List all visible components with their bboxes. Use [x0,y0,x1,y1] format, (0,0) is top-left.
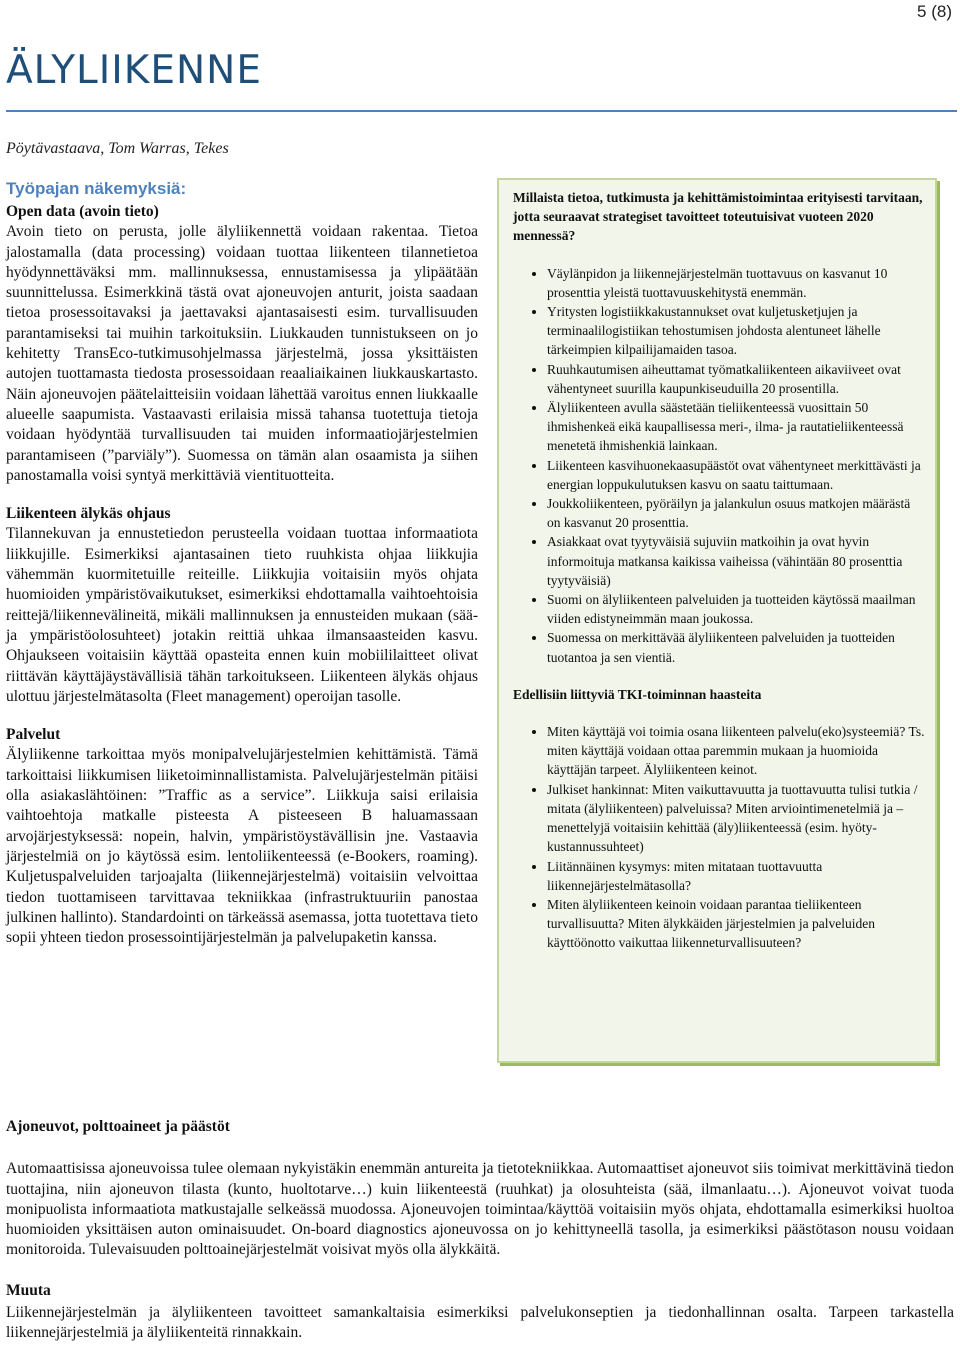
other-heading: Muuta [6,1281,51,1299]
list-item: • Yritysten logistiikkakustannukset ovat kuljetusketjujen ja terminaalilogistiikan tehostumisen johdosta alentuneet lähelle tärkeimpien kilpailijamaiden tasoa. [547,302,925,360]
list-item: • Miten älyliikenteen keinoin voidaan parantaa tieliikenteen turvallisuutta? Miten älykkäiden järjestelmien ja palveluiden käyttöönotto vaikuttaa liikenneturvallisuuteen? [547,895,925,953]
workshop-heading: Työpajan näkemyksiä: [6,179,187,198]
challenges-heading: Edellisiin liittyviä TKI-toiminnan haasteita [513,686,762,702]
services-text: Älyliikenne tarkoittaa myös monipalvelujärjestelmien kehittämistä. Tämä tarkoittaisi liikkumisen liiketoiminnallistamista. Palvelujärjestelmän pitäisi olla asiakaslähtöinen: ”Traffic as a service”. Liikkuja saisi erilaisia vaihtoehtoja matkalle pisteesta A pisteeseen B haluamassaan arvojärjestyksessä: nopein, halvin, ympäristöystävällisin jne. Vastaavia järjestelmiä on jo käytössä esim. lentoliikenteessä (e-Bookers, roaming). Kuljetuspalveluiden tarjoajalta (liikennejärjestelmä) voitaisiin velvoittaa tiedon tuottamiseen tarvittavaa tekniikkaa (infrastruktuuriin panostaa julkinen hallinto). Standardointi on tärkeässä asemassa, jotta tuotettava tieto sopii yhteen tiedon prosessointijärjestelmän ja palvelupaketin kanssa. [6,746,478,947]
list-item: • Liitännäinen kysymys: miten mitataan tuottavuutta liikennejärjestelmätasolla? [547,857,925,895]
challenges-list [513,722,925,952]
list-item: • Ruuhkautumisen aiheuttamat työmatkaliikenteen aikaviiveet ovat vähentyneet suurilla kaupunkiseuduilla 20 prosentilla. [547,360,925,398]
list-item: • Joukkoliikenteen, pyöräilyn ja jalankulun osuus matkojen määrästä on kasvanut 20 prosenttia. [547,494,925,532]
list-item: • Asiakkaat ovat tyytyväisiä sujuviin matkoihin ja ovat hyvin informoituja matkansa kaikissa vaiheissa (vähintään 80 prosenttia tyytyväisiä) [547,532,925,590]
goals-list [513,264,925,667]
left-column [6,178,478,948]
list-item: • Älyliikenteen avulla säästetään tieliikenteessä vuosittain 50 ihmishenkeä eikä kaupallisessa meri-, ilma- ja rautatieliikenteessä menetetä ihmishenkiä lainkaan. [547,398,925,456]
list-item: • Miten käyttäjä voi toimia osana liikenteen palvelu(eko)systeemiä? Ts. miten käyttäjä voidaan ottaa paremmin mukaan ja huomioida käyttäjän tarpeet. Älyliikenteen keinot. [547,722,925,780]
smart-traffic-heading: Liikenteen älykäs ohjaus [6,505,171,523]
title-underline [6,110,957,112]
byline: Pöytävastaava, Tom Warras, Tekes [6,140,229,157]
list-item: • Väylänpidon ja liikennejärjestelmän tuottavuus on kasvanut 10 prosenttia yleistä tuottavuuskehitystä enemmän. [547,264,925,302]
list-item: • Suomi on älyliikenteen palveluiden ja tuotteiden käytössä maailman viiden edistyneimmän maan joukossa. [547,590,925,628]
list-item: • Suomessa on merkittävää älyliikenteen palveluiden ja tuotteiden tuotantoa ja sen vientiä. [547,628,925,666]
other-text: Liikennejärjestelmän ja älyliikenteen tavoitteet samankaltaisia esimerkiksi palvelukonseptien ja tiedonhallinnan osalta. Tarpeen tarkastella liikennejärjestelmiä ja älyliikenteitä rinnakkain. [6,1304,954,1342]
list-item: • Julkiset hankinnat: Miten vaikuttavuutta ja tuottavuutta tulisi tutkia / mitata (älyliikenteen) palveluissa? Miten arviointimenetelmiä ja –menettelyjä voitaisiin kehittää (äly)liikenteessä (esim. hyöty-kustannussuhteet) [547,780,925,857]
open-data-text: Avoin tieto on perusta, jolle älyliikennettä voidaan rakentaa. Tietoa jalostamalla (data processing) voidaan tuottaa liikenteen tilannetietoa hyödynnettäväksi mm. mallinnuksessa, ennustamisessa ja ylipäätään suunnittelussa. Esimerkkinä tästä ovat ajoneuvojen anturit, joista saadaan tietoa prosessoitavaksi ja jaettavaksi ajantasaisesti esim. turvallisuuden parantamiseksi tai muihin tarkoituksiin. Liukkauden tunnistukseen on jo kehitetty TransEco-tutkimusohjelmassa järjestelmä, jossa yksittäisten autojen tuottamasta tiedosta prosessoidaan reaaliaikainen liukkauskartasto. Näin ajoneuvojen päätelaitteisiin voidaan lähettää varoitus ennen liukkaalle alueelle saapumista. Vastaavasti erilaisia missä tahansa tuotettuja tietoja voidaan hyödyntää turvallisuuden tai muiden informaatiojärjestelmien parantamiseen (”parviäly”). Suomessa on tämän alan osaamista ja siihen panostamalla voisi syntyä merkittäviä vientituotteita. [6,223,478,484]
list-item: • Liikenteen kasvihuonekaasupäästöt ovat vähentyneet merkittävästi ja energian loppukulutuksen kasvu on saatu taittumaan. [547,456,925,494]
services-heading: Palvelut [6,726,61,744]
open-data-heading: Open data (avoin tieto) [6,203,159,220]
vehicles-text: Automaattisissa ajoneuvoissa tulee olemaan nykyistäkin enemmän antureita ja tietotekniikkaa. Automaattiset ajoneuvot siis toimivat merkittävinä tiedon tuottajina, niin ajoneuvon tilasta (kunto, huoltotarve…) kuin liikenteestä (ruuhkat) ja olosuhteista (sää, ilmanlaatu…). Ajoneuvot voivat tuoda monipuolista informaatiota matkustajalle selkeässä muodossa. Ajoneuvojen toimintaa/käyttöä voitaisiin myös ohjata, ehdottamalla esimerkiksi huoltoa huomioiden yksittäisen auton ominaisuudet. On-board diagnostics ajoneuvossa on jo kehittyneellä tasolla, ja esimerkiksi päästötason nousu voidaan monitoroida. Tulevaisuuden polttoainejärjestelmät voisivat myös olla älykkäitä. [6,1160,954,1259]
page-number: 5 (8) [917,2,952,21]
vehicles-heading: Ajoneuvot, polttoaineet ja päästöt [6,1118,230,1135]
goals-heading: Millaista tietoa, tutkimusta ja kehittämistoimintaa erityisesti tarvitaan, jotta seuraavat strategiset tavoitteet toteutuisivat vuoteen 2020 mennessä? [513,190,923,244]
page-title: ÄLYLIIKENNE [6,48,262,93]
goals-sidebar-box [497,178,937,1063]
bottom-section [6,1117,954,1344]
smart-traffic-text: Tilannekuvan ja ennustetiedon perusteella voidaan tuottaa informaatiota liikkujille. Esimerkiksi ajantasainen tieto ruuhkista ohjaa liikkujia vähemmän kuormitetuille reiteille. Liikkujia voitaisiin myös ohjata huomioiden ympäristövaikutukset, esimerkiksi ehdottamalla vaihtoehtoisia reittejä/liikennevälineitä, mikäli mallinnuksen ja ennusteiden mukaan (sää- ja ympäristöolosuhteet) jotakin reittiä uhkaa ilmansaasteiden kasvu. Ohjaukseen voitaisiin käyttää opasteita ennen kuin mobiililaitteet olivat riittävän käyttäjäystävällisiä tähän tarkoitukseen. Liikenteen älykäs ohjaus ulottuu järjestelmätasolta (Fleet management) operoijan tasolle. [6,525,478,705]
